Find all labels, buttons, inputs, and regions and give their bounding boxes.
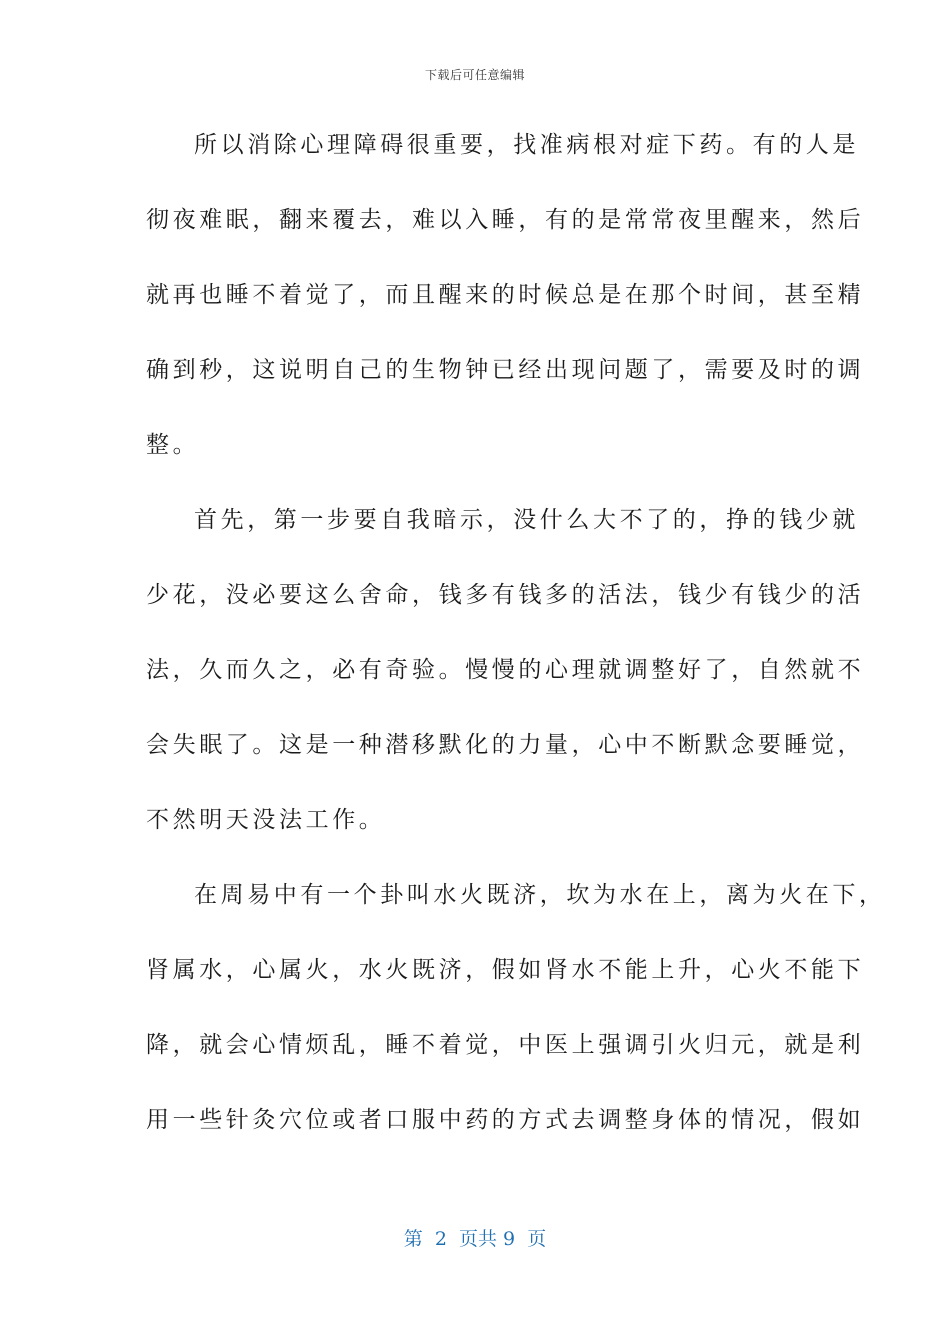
document-body bbox=[146, 120, 886, 1170]
paragraph-line: 法，久而久之，必有奇验。慢慢的心理就调整好了，自然就不 bbox=[146, 657, 865, 683]
paragraph-line: 在周易中有一个卦叫水火既济，坎为水在上，离为火在下， bbox=[194, 882, 886, 908]
paragraph-line: 就再也睡不着觉了，而且醒来的时候总是在那个时间，甚至精 bbox=[146, 282, 865, 308]
paragraph-line: 降，就会心情烦乱，睡不着觉，中医上强调引火归元，就是利 bbox=[146, 1032, 865, 1058]
paragraph-line: 会失眠了。这是一种潜移默化的力量，心中不断默念要睡觉， bbox=[146, 732, 865, 758]
paragraph-line: 所以消除心理障碍很重要，找准病根对症下药。有的人是 bbox=[194, 132, 859, 158]
paragraph-line: 确到秒，这说明自己的生物钟已经出现问题了，需要及时的调 bbox=[146, 357, 865, 383]
page-number-footer: 第 2 页共 9 页 bbox=[403, 1228, 547, 1250]
paragraph-line: 整。 bbox=[146, 432, 200, 458]
paragraph-line: 首先，第一步要自我暗示，没什么大不了的，挣的钱少就 bbox=[194, 507, 859, 533]
page-header: 下载后可任意编辑 bbox=[424, 68, 525, 82]
paragraph-line: 彻夜难眠，翻来覆去，难以入睡，有的是常常夜里醒来，然后 bbox=[146, 207, 865, 233]
paragraph-line: 用一些针灸穴位或者口服中药的方式去调整身体的情况，假如 bbox=[146, 1107, 865, 1133]
paragraph-line: 少花，没必要这么舍命，钱多有钱多的活法，钱少有钱少的活 bbox=[146, 582, 865, 608]
paragraph-line: 肾属水，心属火，水火既济，假如肾水不能上升，心火不能下 bbox=[146, 957, 865, 983]
paragraph-line: 不然明天没法工作。 bbox=[146, 807, 386, 833]
